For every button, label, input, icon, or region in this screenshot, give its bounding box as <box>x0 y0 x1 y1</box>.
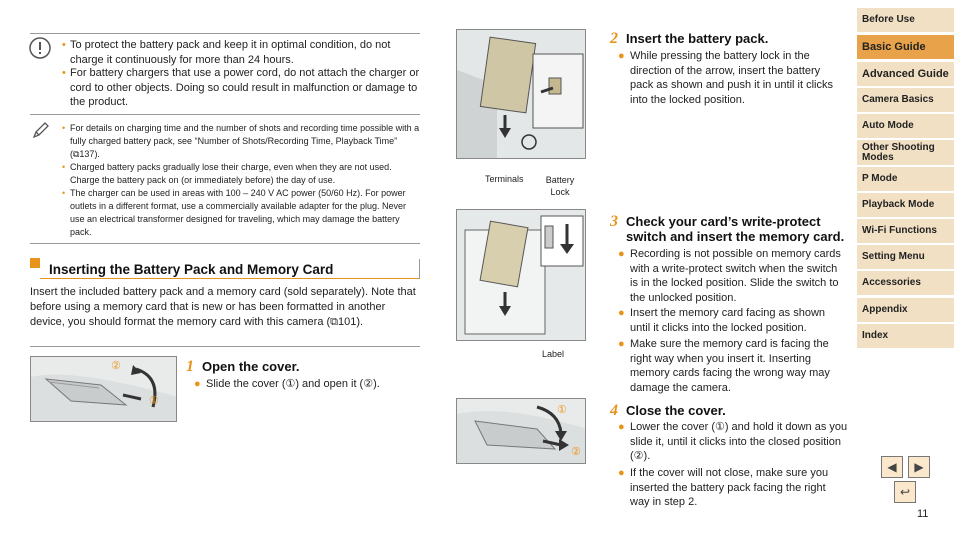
nav-tab-appendix[interactable]: Appendix <box>857 298 954 322</box>
prev-page-button[interactable] <box>881 456 903 478</box>
step-4-heading <box>610 402 726 420</box>
terminals-label: Terminals <box>485 174 524 184</box>
step-3-bullet: ● Make sure the memory card is facing the right way when you insert it. Inserting memory cards facing the wrong way may damage the camera. <box>618 338 830 394</box>
step-2-bullet: ● While pressing the battery lock in the direction of the arrow, insert the battery pack as shown and push it in until it clicks into the locked position. <box>618 50 833 106</box>
nav-tab-camera-basics[interactable]: Camera Basics <box>857 88 954 112</box>
nav-tab-index[interactable]: Index <box>857 324 954 348</box>
nav-tab-playback-mode[interactable]: Playback Mode <box>857 193 954 217</box>
caution-bullet: • To protect the battery pack and keep it in optimal condition, do not charge it continuously for more than 24 hours. <box>62 39 391 66</box>
section-intro: Insert the included battery pack and a memory card (sold separately). Note that before using a memory card that is new or has been formatted in another device, you should format the memory card with this camera (⧉101). <box>30 286 416 328</box>
notes-bottom-rule <box>30 243 420 244</box>
nav-tab-advanced-guide[interactable]: Advanced Guide <box>857 62 954 86</box>
marker-2: ② <box>571 446 581 458</box>
step-3-title: Check your card’s write-protect switch and insert the memory card. <box>626 214 845 244</box>
note-bullet: • Charged battery packs gradually lose their charge, even when they are not used. Charge the battery pack on (or immediately before) the day of use. <box>62 162 392 185</box>
step-1-bullet: ● Slide the cover (①) and open it (②). <box>194 378 380 390</box>
step-3-bullet: ● Insert the memory card facing as shown until it clicks into the locked position. <box>618 307 826 334</box>
next-page-button[interactable] <box>908 456 930 478</box>
step-4-bullet: ● If the cover will not close, make sure you inserted the battery pack facing the right way in step 2. <box>618 467 829 508</box>
nav-tab-auto-mode[interactable]: Auto Mode <box>857 114 954 138</box>
label-caption: Label <box>542 349 565 359</box>
page-number: 11 <box>917 508 929 520</box>
figure-memory-card <box>456 209 586 341</box>
pencil-icon <box>31 120 51 140</box>
return-button[interactable] <box>894 481 916 503</box>
nav-tab-basic-guide[interactable]: Basic Guide <box>857 35 954 59</box>
marker-2: ② <box>111 360 121 372</box>
triangle-left-icon: ◀ <box>887 460 897 474</box>
figure-close-cover <box>456 398 586 464</box>
caution-icon <box>29 37 51 59</box>
figure-battery <box>456 29 586 159</box>
step-3-heading <box>610 213 850 244</box>
section-marker <box>30 258 40 268</box>
step-4-title: Close the cover. <box>626 403 726 418</box>
nav-tab-setting-menu[interactable]: Setting Menu <box>857 245 954 269</box>
marker-1: ① <box>149 395 159 407</box>
step-4-bullet: ● Lower the cover (①) and hold it down as you slide it, until it clicks into the closed position (②). <box>618 421 848 462</box>
step-4-number: 4 <box>610 402 618 419</box>
nav-tab-other-shooting-modes[interactable]: Other Shooting Modes <box>857 140 954 165</box>
step-2-heading <box>610 30 768 48</box>
section-right-border <box>419 259 420 279</box>
nav-tab-wifi-functions[interactable]: Wi-Fi Functions <box>857 219 954 243</box>
nav-tab-accessories[interactable]: Accessories <box>857 271 954 295</box>
return-arrow-icon: ↩ <box>899 485 911 499</box>
caution-bottom-rule <box>30 114 420 115</box>
nav-tab-before-use[interactable]: Before Use <box>857 8 954 32</box>
battery-lock-label: Battery Lock <box>545 175 575 197</box>
step-3-number: 3 <box>610 213 618 230</box>
step-1-title: Open the cover. <box>202 359 300 374</box>
step-1-heading <box>186 358 300 376</box>
marker-1: ① <box>557 404 567 416</box>
note-bullet: • The charger can be used in areas with 100 – 240 V AC power (50/60 Hz). For power outlets in a different format, use a commercially available adapter for the plug. Never use an electrical transformer designed for traveling, which may damage the battery pack. <box>62 188 407 237</box>
step-2-number: 2 <box>610 30 618 47</box>
figure-open-cover <box>30 356 177 422</box>
nav-tab-p-mode[interactable]: P Mode <box>857 167 954 191</box>
caution-bullet: • For battery chargers that use a power cord, do not attach the charger or cord to other objects. Doing so could result in malfunction or damage to the product. <box>62 67 420 108</box>
caution-top-rule <box>30 33 420 34</box>
step-3-bullet: ● Recording is not possible on memory cards with a write-protect switch when the switch is in the locked position. Slide the switch to the unlocked position. <box>618 248 841 304</box>
triangle-right-icon: ▶ <box>914 460 924 474</box>
intro-bottom-rule <box>30 346 420 347</box>
step-2-title: Insert the battery pack. <box>626 31 769 46</box>
section-title: Inserting the Battery Pack and Memory Card <box>49 262 334 277</box>
note-bullet: • For details on charging time and the number of shots and recording time possible with a fully charged battery pack, see “Number of Shots/Recording Time, Playback Time” (⧉137). <box>62 123 420 159</box>
section-underline <box>40 278 420 279</box>
step-1-number: 1 <box>186 358 194 375</box>
